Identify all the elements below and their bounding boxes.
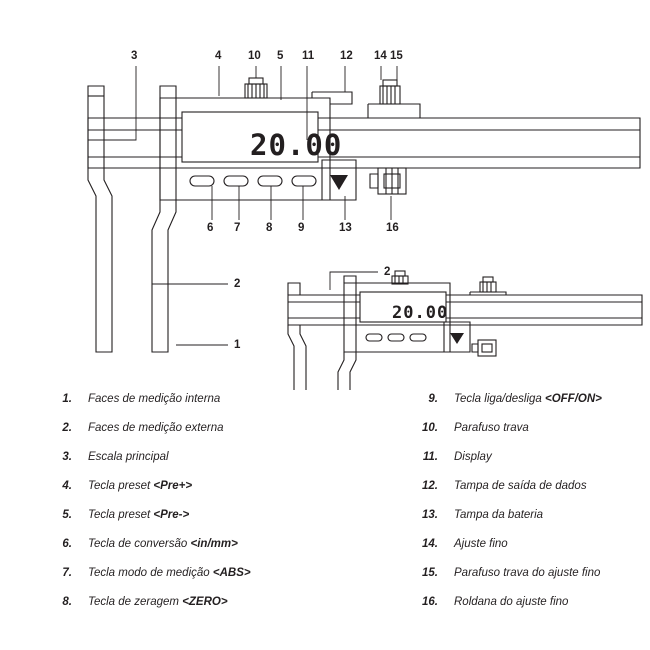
legend-number: 10. <box>422 422 438 434</box>
legend-label-bold: <Pre+> <box>153 480 193 492</box>
legend-label <box>438 566 600 581</box>
callout-8: 8 <box>266 222 273 234</box>
legend-label-text: Tecla preset <box>88 509 154 521</box>
legend-label-text: Tecla de conversão <box>88 538 191 550</box>
legend-number: 4. <box>62 480 72 492</box>
legend-label <box>72 392 220 407</box>
legend-column-left <box>44 392 324 624</box>
list-item <box>44 566 324 595</box>
legend-label <box>72 508 189 523</box>
legend-label-text: Parafuso trava <box>454 422 529 434</box>
list-item <box>44 450 324 479</box>
legend-label <box>438 450 492 465</box>
legend-number: 7. <box>62 567 72 579</box>
callout-3: 3 <box>131 50 138 62</box>
legend-label-text: Parafuso trava do ajuste fino <box>454 567 601 579</box>
legend-label-text: Ajuste fino <box>454 538 508 550</box>
list-item <box>44 421 324 450</box>
legend-number: 16. <box>422 596 438 608</box>
list-item <box>44 508 324 537</box>
legend-number: 5. <box>62 509 72 521</box>
list-item <box>410 537 650 566</box>
legend-label-bold: <in/mm> <box>190 538 238 550</box>
legend-number: 11. <box>422 451 438 463</box>
legend-number: 14. <box>422 538 438 550</box>
main-scale-beam <box>88 118 640 168</box>
legend-number: 2. <box>62 422 72 434</box>
legend-number: 9. <box>428 393 438 405</box>
callout-9: 9 <box>298 222 305 234</box>
legend-label <box>72 479 192 494</box>
legend-label <box>438 392 602 407</box>
list-item <box>44 537 324 566</box>
legend <box>0 392 650 608</box>
fine-adjust-assembly <box>368 80 420 194</box>
legend-label <box>438 508 543 523</box>
legend-label <box>438 479 587 494</box>
legend-number: 12. <box>422 480 438 492</box>
legend-number: 3. <box>62 451 72 463</box>
legend-label <box>72 595 228 610</box>
callout-6: 6 <box>207 222 214 234</box>
legend-number: 13. <box>422 509 438 521</box>
list-item <box>410 479 650 508</box>
legend-number: 8. <box>62 596 72 608</box>
legend-label-text: Display <box>454 451 492 463</box>
legend-label-bold: <OFF/ON> <box>545 393 602 405</box>
callout-16: 16 <box>386 222 399 234</box>
callout-13: 13 <box>339 222 352 234</box>
legend-label-text: Roldana do ajuste fino <box>454 596 569 608</box>
list-item <box>410 392 650 421</box>
legend-label <box>438 421 529 436</box>
legend-label-text: Faces de medição interna <box>88 393 221 405</box>
legend-number: 6. <box>62 538 72 550</box>
list-item <box>410 450 650 479</box>
legend-label <box>72 421 224 436</box>
legend-column-right <box>410 392 650 624</box>
secondary-caliper <box>288 271 642 390</box>
main-display-value: 20.00 <box>250 128 343 162</box>
legend-label-text: Tecla liga/desliga <box>454 393 545 405</box>
callout-4: 4 <box>215 50 222 62</box>
callout-1: 1 <box>234 339 241 351</box>
legend-label-text: Tecla modo de medição <box>88 567 213 579</box>
legend-label-text: Tecla de zeragem <box>88 596 183 608</box>
callout-14: 14 <box>374 50 387 62</box>
legend-label <box>438 537 508 552</box>
legend-label <box>72 537 238 552</box>
lock-screw <box>245 78 267 98</box>
callout-5: 5 <box>277 50 284 62</box>
legend-label-text: Escala principal <box>88 451 169 463</box>
leader-lines <box>88 66 397 345</box>
internal-face-upper <box>88 86 104 96</box>
legend-label-bold: <ZERO> <box>182 596 228 608</box>
legend-label-text: Tecla preset <box>88 480 154 492</box>
list-item <box>410 566 650 595</box>
callout-secondary-2: 2 <box>384 266 391 278</box>
legend-label-text: Tampa de saída de dados <box>454 480 587 492</box>
fixed-jaw <box>88 96 112 352</box>
callout-2: 2 <box>234 278 241 290</box>
list-item <box>44 392 324 421</box>
legend-label-bold: <ABS> <box>212 567 251 579</box>
list-item <box>44 595 324 624</box>
legend-label <box>72 450 169 465</box>
secondary-display-value: 20.00 <box>392 303 449 323</box>
callout-15: 15 <box>390 50 403 62</box>
legend-label-bold: <Pre-> <box>153 509 190 521</box>
button-row <box>190 176 316 186</box>
list-item <box>410 595 650 624</box>
legend-label-text: Tampa da bateria <box>454 509 544 521</box>
legend-number: 15. <box>422 567 438 579</box>
callout-7: 7 <box>234 222 241 234</box>
list-item <box>410 508 650 537</box>
callout-11: 11 <box>302 50 315 62</box>
list-item <box>410 421 650 450</box>
list-item <box>44 479 324 508</box>
legend-label <box>438 595 568 610</box>
legend-number: 1. <box>62 393 72 405</box>
callout-12: 12 <box>340 50 353 62</box>
legend-label-text: Faces de medição externa <box>88 422 224 434</box>
battery-cover <box>322 160 356 200</box>
legend-label <box>72 566 251 581</box>
callout-10: 10 <box>248 50 261 62</box>
